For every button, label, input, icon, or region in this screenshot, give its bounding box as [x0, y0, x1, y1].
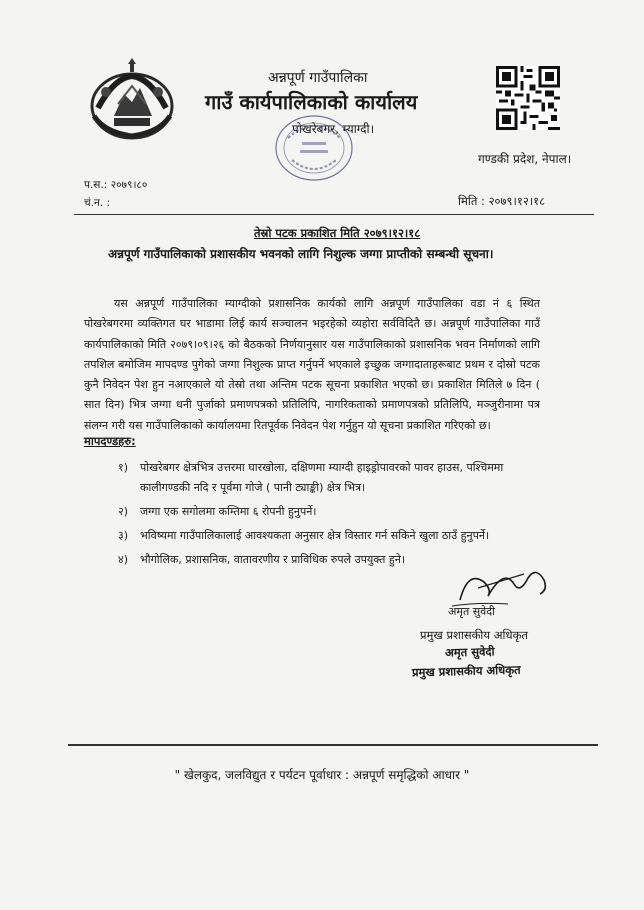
office-location: पोखरेबगर, म्याग्दी। — [292, 122, 375, 136]
criteria-number: २) — [118, 505, 129, 518]
notice-body — [84, 294, 540, 436]
criteria-text: जग्गा एक सगोलमा कम्तिमा ६ रोपनी हुनुपर्ने। — [140, 505, 317, 518]
criteria-text: भौगोलिक, प्रशासनिक, वातावरणीय र प्राविधिक रुपले उपयुक्त हुने। — [140, 553, 406, 566]
footer-divider — [68, 744, 598, 746]
signatory-name: अमृत सुवेदी — [448, 605, 495, 618]
office-stamp-seal — [264, 108, 362, 188]
criteria-list — [118, 458, 542, 574]
nepal-emblem-icon — [84, 58, 180, 144]
header-divider — [74, 214, 594, 215]
reference-number: प.स.: २०७९।८० — [84, 179, 148, 191]
letter-date: मिति : २०७९।१२।१८ — [458, 194, 546, 208]
province-label: गण्डकी प्रदेश, नेपाल। — [478, 152, 572, 166]
body-paragraph: यस अन्नपूर्ण गाउँपालिका म्याग्दीको प्रशासनिक कार्यको लागि अन्नपूर्ण गाउँपालिका वडा नं ६ स्थित पोखरेबगरमा व्यक्तिगत घर भाडामा लिई कार्य सञ्चालन भइरहेको व्यहोरा सर्वविदितै छ। अन्नपूर्ण गाउँपालिका गाउँ कार्यपालिकाको मिति २०७९।०९।२६ को बैठकको निर्णयानुसार यस गाउँपालिकाको प्रशासनिक भवन निर्माणको लागि तपशिल बमोजिम मापदण्ड पुगेको जग्गा निशुल्क प्राप्त गर्नुपर्ने भएकाले इच्छुक जग्गादाताहरूबाट प्रथम र दोस्रो पटक कुनै निवेदन पेश हुन नआएकाले यो तेस्रो तथा अन्तिम पटक सूचना प्रकाशित भएको छ। प्रकाशित मितिले ७ दिन ( सात दिन) भित्र जग्गा धनी पुर्जाको प्रमाणपत्रको प्रतिलिपि, नागरिकताको प्रमाणपत्रको प्रतिलिपि, मञ्जुरीनामा पत्र संलग्न गरी यस गाउँपालिकाको कार्यालयमा रितपूर्वक निवेदन पेश गर्नुहुन यो सूचना प्रकाशित गरिएको छ। — [84, 297, 540, 432]
criteria-title: मापदण्डहरु: — [84, 434, 136, 448]
criteria-number: १) — [118, 461, 129, 474]
office-title: गाउँ कार्यपालिकाको कार्यालय — [205, 90, 418, 114]
signatory-designation: प्रमुख प्रशासकीय अधिकृत — [420, 628, 528, 642]
qr-code-icon — [496, 66, 560, 130]
designation-stamp: प्रमुख प्रशासकीय अधिकृत — [411, 662, 521, 680]
handwritten-signature — [448, 560, 558, 610]
list-item — [118, 458, 542, 498]
notice-subject: अन्नपूर्ण गाउँपालिकाको प्रशासकीय भवनको लागि निशुल्क जग्गा प्राप्तीको सम्बन्धी सूचना। — [108, 247, 494, 261]
criteria-text: पोखरेबगर क्षेत्रभित्र उत्तरमा घारखोला, दक्षिणमा म्याग्दी हाइड्रोपावरको पावर हाउस, पश्चिममा कालीगण्डकी नदि र पूर्वमा गोजे ( पानी ट्याङ्की) क्षेत्र भित्र। — [140, 461, 504, 494]
criteria-number: ४) — [118, 553, 129, 566]
footer-slogan: " खेलकुद, जलविद्युत र पर्यटन पूर्वाधार : अन्नपूर्ण समृद्धिको आधार " — [174, 768, 470, 782]
list-item — [118, 502, 542, 522]
criteria-number: ३) — [118, 529, 129, 542]
criteria-text: भविष्यमा गाउँपालिकालाई आवश्यकता अनुसार क्षेत्र विस्तार गर्न सकिने खुला ठाउँ हुनुपर्ने। — [140, 529, 490, 542]
publication-line: तेस्रो पटक प्रकाशित मिति २०७९।१२।१८ — [254, 226, 421, 240]
list-item — [118, 526, 542, 546]
name-stamp: अमृत सुवेदी — [444, 644, 495, 660]
municipality-name: अन्नपूर्ण गाउँपालिका — [268, 70, 368, 86]
dispatch-number: चं.न. : — [84, 197, 111, 209]
